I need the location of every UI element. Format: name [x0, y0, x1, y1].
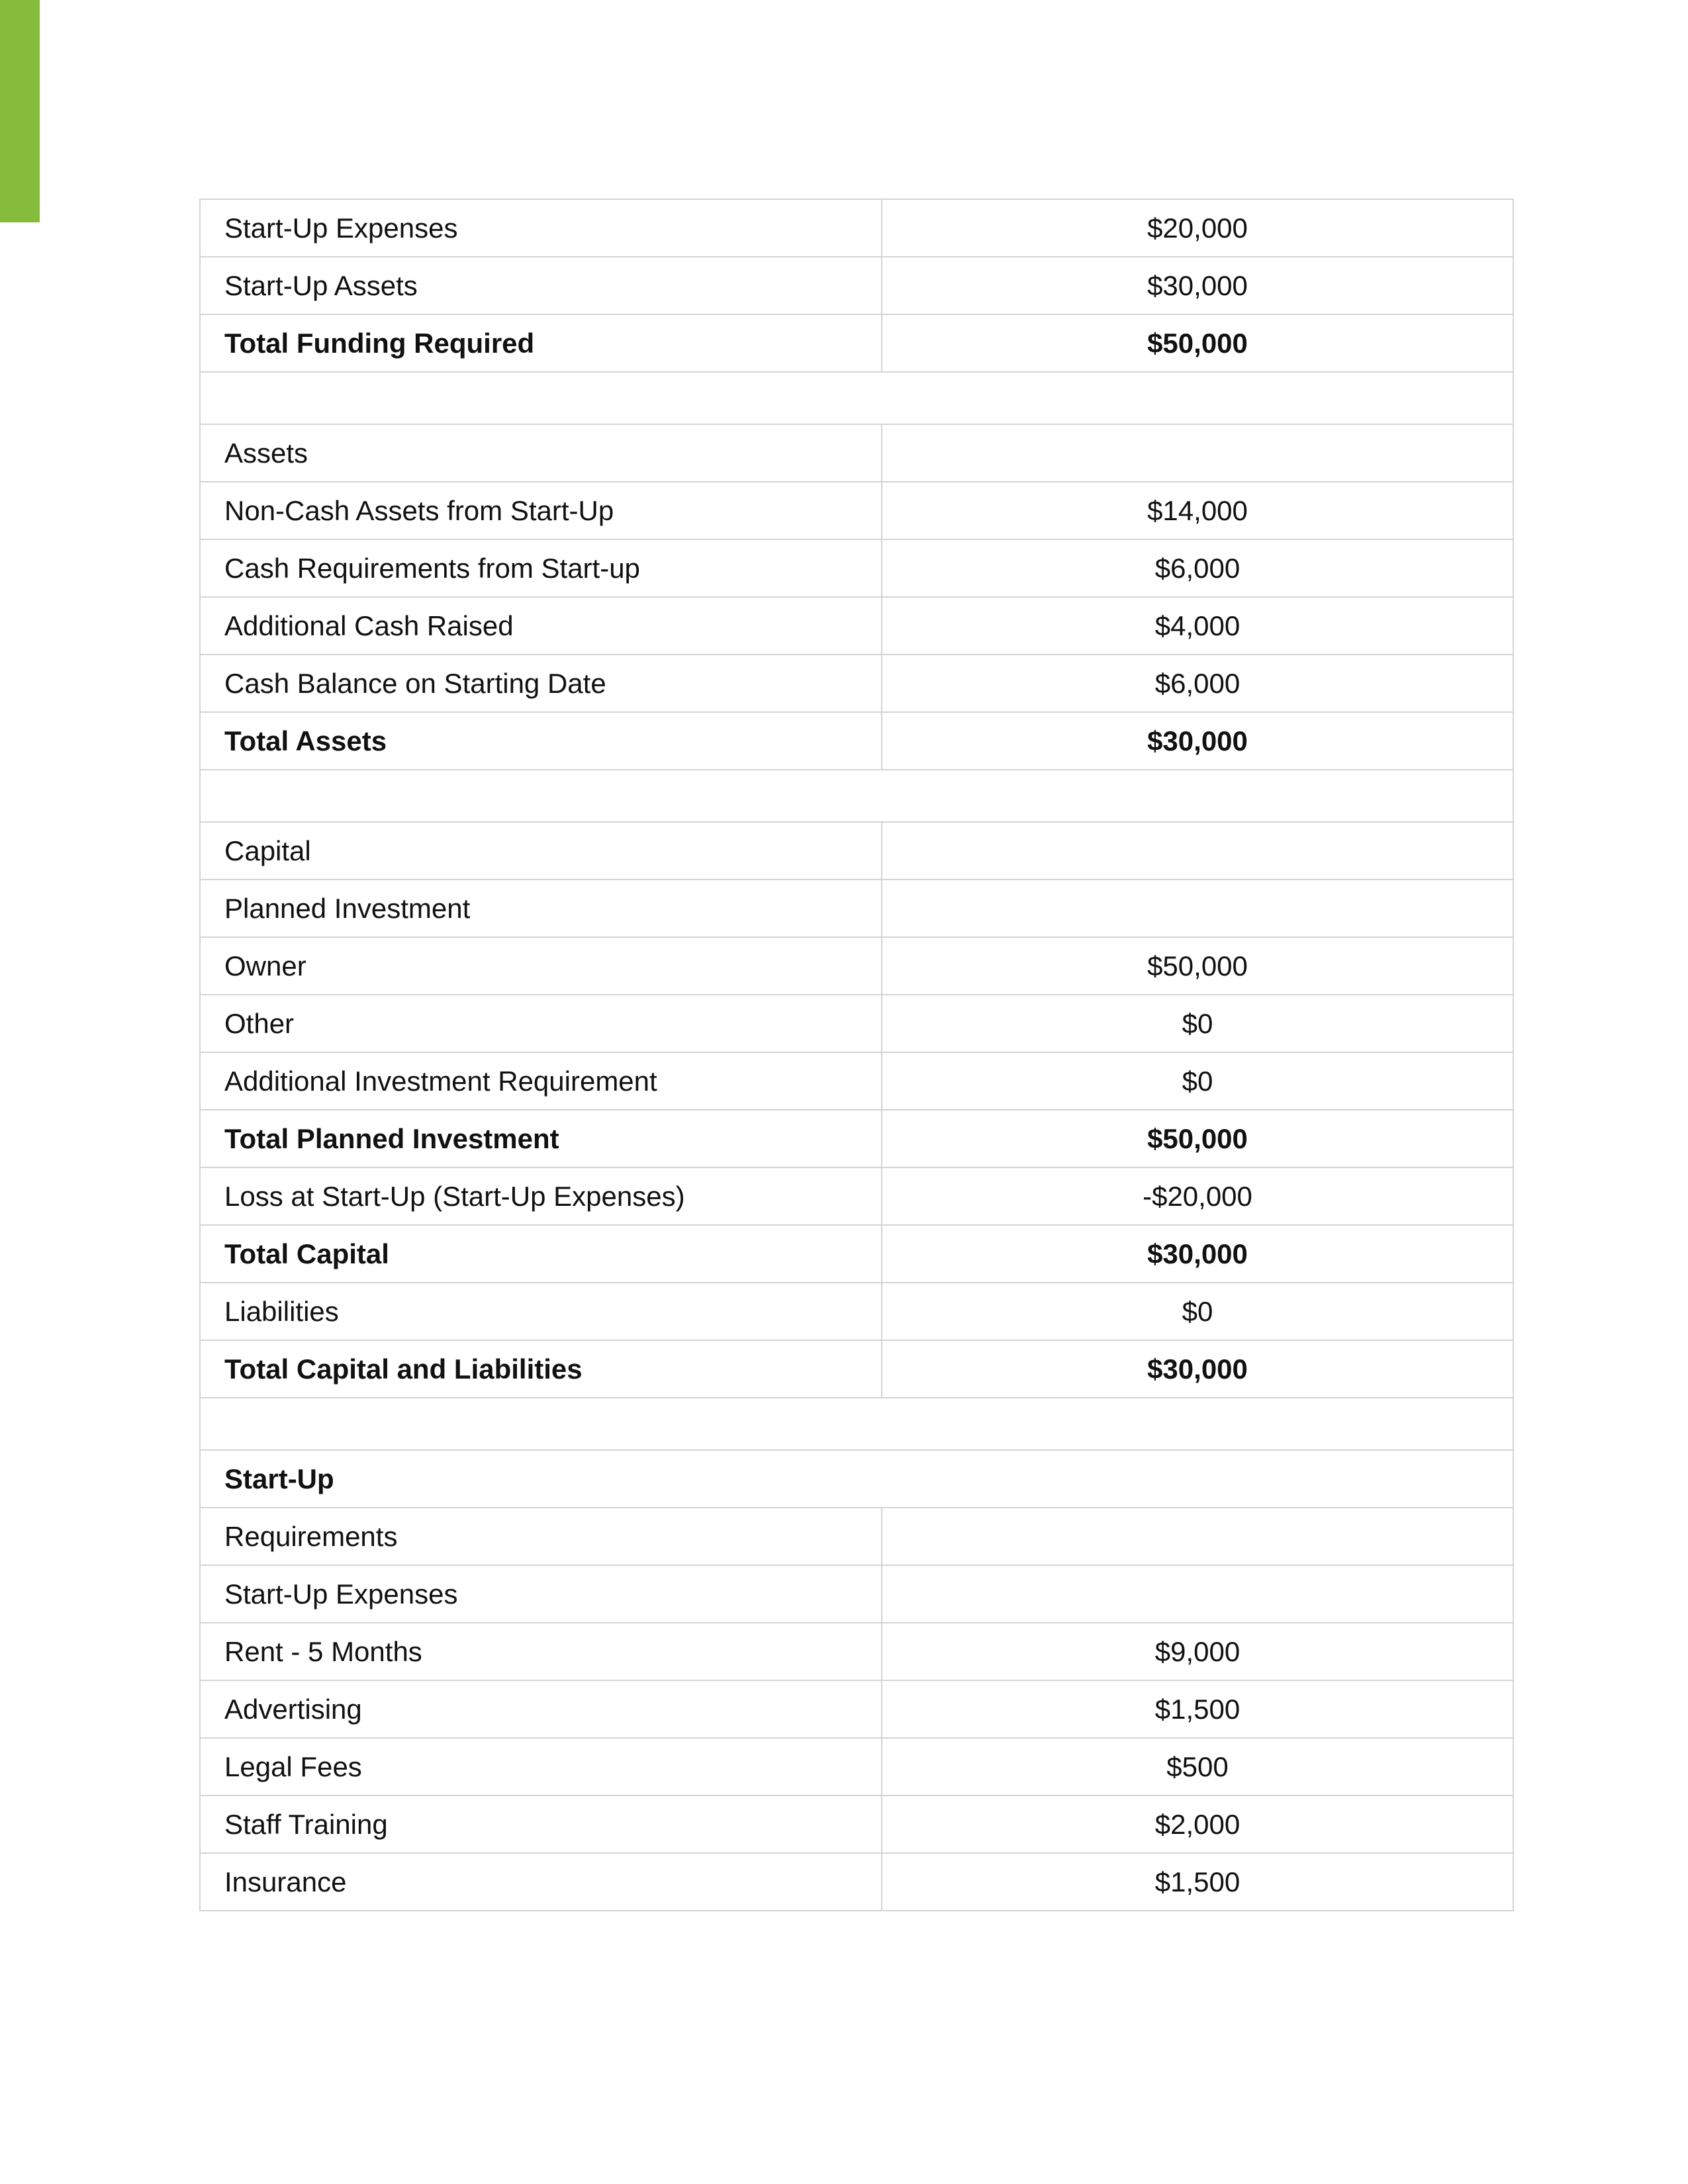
row-value: $30,000	[882, 1340, 1513, 1398]
row-label: Total Funding Required	[200, 314, 882, 372]
row-value: $0	[882, 995, 1513, 1052]
row-value: $2,000	[882, 1796, 1513, 1853]
table-row	[200, 655, 1513, 712]
row-label: Cash Balance on Starting Date	[200, 655, 882, 712]
table-row	[200, 482, 1513, 539]
table-row	[200, 1110, 1513, 1167]
spacer-row	[200, 1398, 1513, 1450]
section-label: Start-Up	[200, 1450, 1513, 1508]
table-row	[200, 1052, 1513, 1110]
row-label: Requirements	[200, 1508, 882, 1565]
table-row	[200, 1508, 1513, 1565]
row-value	[882, 424, 1513, 482]
row-label: Assets	[200, 424, 882, 482]
table-row	[200, 1853, 1513, 1911]
row-value	[882, 880, 1513, 937]
row-value: $50,000	[882, 1110, 1513, 1167]
row-value: $30,000	[882, 257, 1513, 314]
row-label: Liabilities	[200, 1283, 882, 1340]
row-label: Planned Investment	[200, 880, 882, 937]
row-value: $14,000	[882, 482, 1513, 539]
row-label: Total Capital	[200, 1225, 882, 1283]
table-body	[200, 199, 1513, 1911]
row-label: Total Planned Investment	[200, 1110, 882, 1167]
spacer-cell	[200, 770, 1513, 822]
row-value: $50,000	[882, 937, 1513, 995]
row-label: Cash Requirements from Start-up	[200, 539, 882, 597]
row-label: Start-Up Assets	[200, 257, 882, 314]
row-label: Loss at Start-Up (Start-Up Expenses)	[200, 1167, 882, 1225]
row-value: $1,500	[882, 1680, 1513, 1738]
table-row	[200, 995, 1513, 1052]
table-row	[200, 1283, 1513, 1340]
row-value: $9,000	[882, 1623, 1513, 1680]
green-accent-bar	[0, 0, 40, 222]
row-label: Total Assets	[200, 712, 882, 770]
spacer-cell	[200, 1398, 1513, 1450]
spacer-row	[200, 372, 1513, 424]
row-label: Start-Up Expenses	[200, 199, 882, 257]
table-row	[200, 822, 1513, 880]
row-label: Owner	[200, 937, 882, 995]
row-value: $30,000	[882, 712, 1513, 770]
row-value	[882, 1565, 1513, 1623]
row-value	[882, 1508, 1513, 1565]
row-value: $20,000	[882, 199, 1513, 257]
row-value: $6,000	[882, 539, 1513, 597]
table-row	[200, 880, 1513, 937]
row-label: Total Capital and Liabilities	[200, 1340, 882, 1398]
spacer-row	[200, 770, 1513, 822]
row-value	[882, 822, 1513, 880]
row-value: $0	[882, 1283, 1513, 1340]
row-value: $4,000	[882, 597, 1513, 655]
row-value: $1,500	[882, 1853, 1513, 1911]
row-label: Capital	[200, 822, 882, 880]
row-label: Other	[200, 995, 882, 1052]
row-label: Insurance	[200, 1853, 882, 1911]
table-row	[200, 1565, 1513, 1623]
row-value: -$20,000	[882, 1167, 1513, 1225]
table-row	[200, 314, 1513, 372]
table-row	[200, 257, 1513, 314]
table-row	[200, 539, 1513, 597]
table-row	[200, 937, 1513, 995]
table-row	[200, 1340, 1513, 1398]
row-value: $6,000	[882, 655, 1513, 712]
table-row	[200, 1796, 1513, 1853]
row-value: $0	[882, 1052, 1513, 1110]
row-value: $30,000	[882, 1225, 1513, 1283]
table-row	[200, 597, 1513, 655]
row-value: $50,000	[882, 314, 1513, 372]
table-row	[200, 1225, 1513, 1283]
startup-funding-table	[199, 199, 1514, 1911]
table-row	[200, 424, 1513, 482]
row-label: Advertising	[200, 1680, 882, 1738]
row-label: Rent - 5 Months	[200, 1623, 882, 1680]
table-row	[200, 1738, 1513, 1796]
section-header-row	[200, 1450, 1513, 1508]
row-value: $500	[882, 1738, 1513, 1796]
row-label: Legal Fees	[200, 1738, 882, 1796]
row-label: Start-Up Expenses	[200, 1565, 882, 1623]
table-row	[200, 1167, 1513, 1225]
row-label: Staff Training	[200, 1796, 882, 1853]
table-row	[200, 199, 1513, 257]
row-label: Non-Cash Assets from Start-Up	[200, 482, 882, 539]
row-label: Additional Cash Raised	[200, 597, 882, 655]
table-row	[200, 1680, 1513, 1738]
table-row	[200, 712, 1513, 770]
table-row	[200, 1623, 1513, 1680]
row-label: Additional Investment Requirement	[200, 1052, 882, 1110]
spacer-cell	[200, 372, 1513, 424]
